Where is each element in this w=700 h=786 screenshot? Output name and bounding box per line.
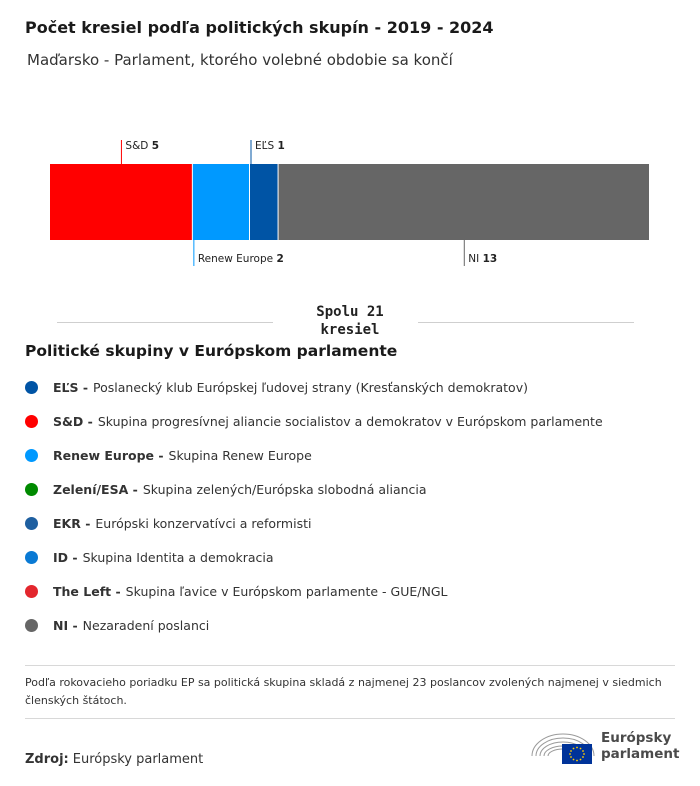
- bar-segment: [250, 164, 278, 240]
- legend-abbr: Zelení/ESA -: [53, 481, 138, 497]
- legend-desc: Skupina Identita a demokracia: [82, 549, 274, 565]
- legend-dot: [25, 483, 38, 496]
- legend-dot: [25, 449, 38, 462]
- bar-segment: [193, 164, 249, 240]
- legend-desc: Skupina Renew Europe: [168, 447, 312, 463]
- legend-title: Politické skupiny v Európskom parlamente: [25, 342, 398, 360]
- legend-item: [25, 472, 603, 506]
- total-seats-line2: kresiel: [320, 322, 380, 338]
- legend-dot: [25, 585, 38, 598]
- legend-abbr: The Left -: [53, 583, 121, 599]
- bar-label: NI 13: [468, 253, 498, 265]
- legend-abbr: NI -: [53, 617, 78, 633]
- total-seats-line1: Spolu 21: [316, 304, 384, 320]
- legend-item: [25, 404, 603, 438]
- legend: [25, 370, 603, 642]
- legend-dot: [25, 415, 38, 428]
- legend-dot: [25, 619, 38, 632]
- legend-desc: Skupina zelených/Európska slobodná aliancia: [142, 481, 427, 497]
- legend-abbr: Renew Europe -: [53, 447, 164, 463]
- bar-segment: [50, 164, 192, 240]
- seat-stacked-bar-chart: [0, 130, 700, 270]
- source-label: Zdroj:: [25, 752, 69, 767]
- legend-item: [25, 574, 603, 608]
- bar-label: Renew Europe 2: [197, 253, 284, 265]
- legend-item: [25, 438, 603, 472]
- legend-abbr: ID -: [53, 549, 78, 565]
- total-seats: [300, 303, 400, 339]
- chart-subtitle: Maďarsko - Parlament, ktorého volebné obdobie sa končí: [27, 51, 453, 69]
- source: [25, 752, 203, 767]
- legend-item: [25, 506, 603, 540]
- legend-desc: Európski konzervatívci a reformisti: [95, 515, 312, 531]
- legend-desc: Poslanecký klub Európskej ľudovej strany (Kresťanských demokratov): [93, 379, 528, 395]
- chart-title: Počet kresiel podľa politických skupín - 2019 - 2024: [25, 18, 494, 37]
- legend-desc: Skupina progresívnej aliancie socialistov a demokratov v Európskom parlamente: [97, 413, 603, 429]
- bar-label: EĽS 1: [255, 140, 285, 152]
- bar-label: S&D 5: [125, 140, 160, 152]
- footnote: Podľa rokovacieho poriadku EP sa politická skupina skladá z najmenej 23 poslancov zvolených najmenej v siedmich členských štátoch.: [25, 676, 662, 707]
- divider: [25, 665, 675, 666]
- legend-desc: Skupina ľavice v Európskom parlamente - GUE/NGL: [125, 583, 448, 599]
- bar-segment: [279, 164, 649, 240]
- european-parliament-logo: [528, 726, 678, 768]
- legend-item: [25, 370, 603, 404]
- legend-item: [25, 608, 603, 642]
- source-value: Európsky parlament: [72, 752, 204, 767]
- logo-line1: Európsky: [601, 730, 672, 746]
- total-divider-left: [57, 322, 273, 323]
- legend-dot: [25, 381, 38, 394]
- hemicycle-icon: [528, 726, 598, 768]
- divider: [25, 718, 675, 719]
- legend-dot: [25, 551, 38, 564]
- legend-item: [25, 540, 603, 574]
- legend-abbr: S&D -: [53, 413, 93, 429]
- legend-desc: Nezaradení poslanci: [82, 617, 210, 633]
- legend-abbr: EKR -: [53, 515, 91, 531]
- logo-line2: parlament: [601, 746, 680, 762]
- legend-abbr: EĽS -: [53, 379, 89, 395]
- total-divider-right: [418, 322, 634, 323]
- legend-dot: [25, 517, 38, 530]
